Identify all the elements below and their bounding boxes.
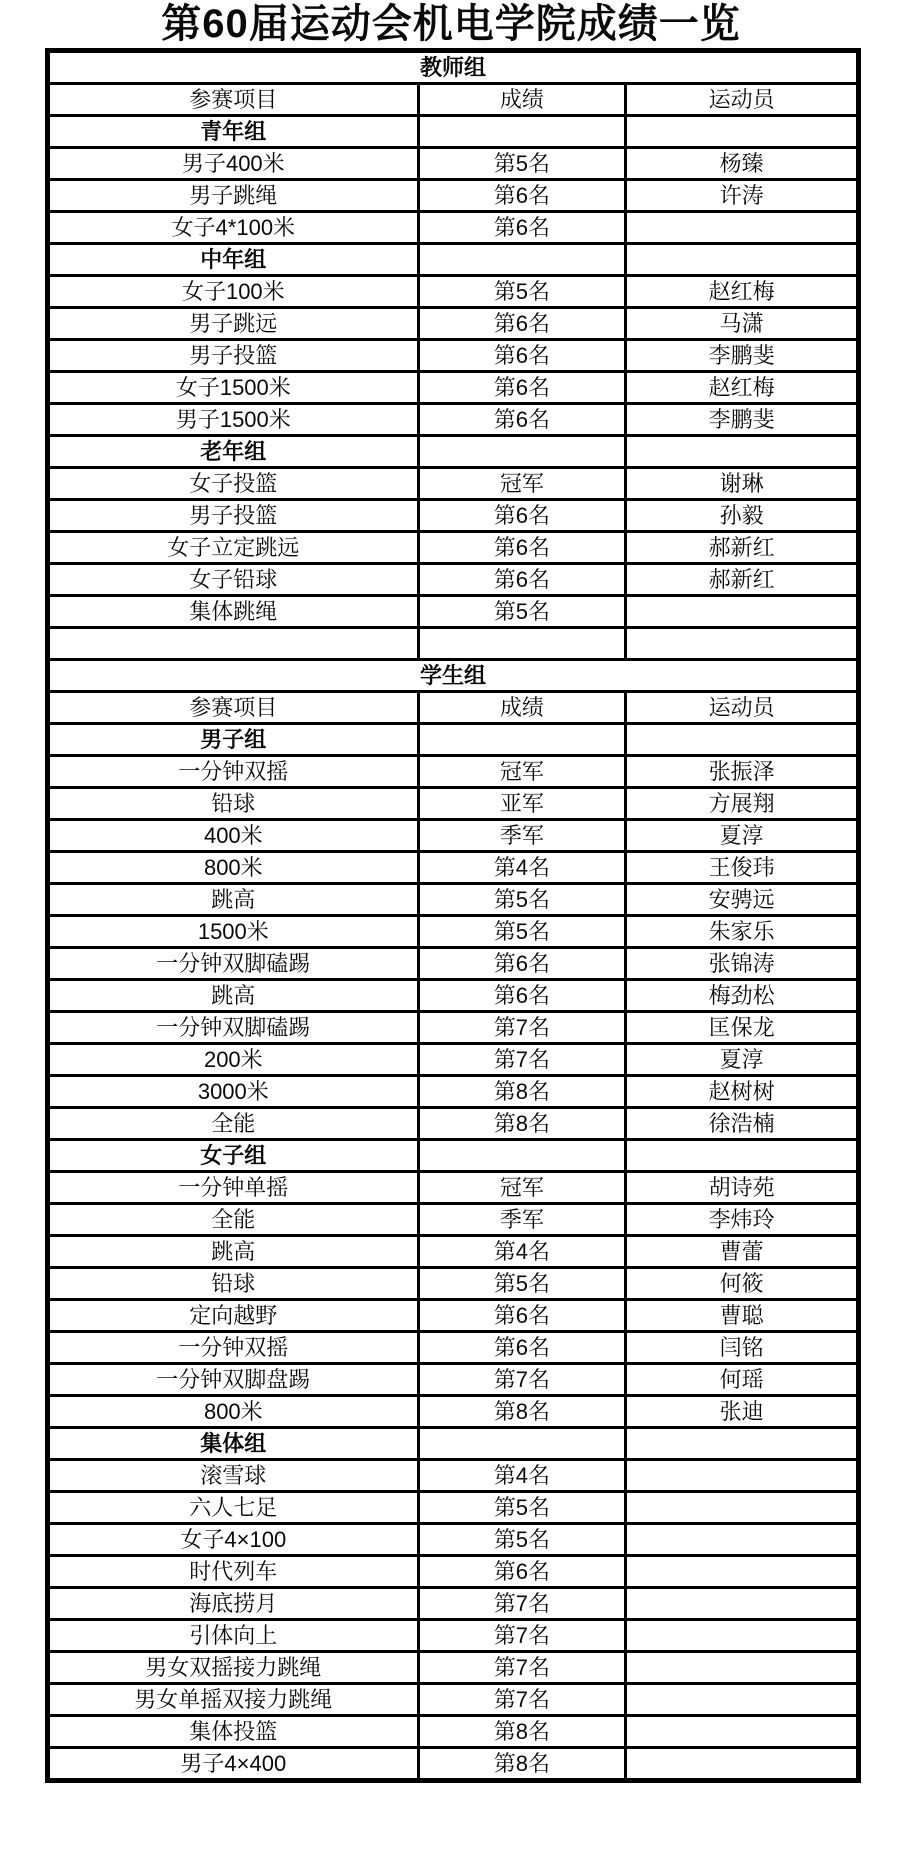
result-cell: 冠军 xyxy=(418,1172,626,1204)
data-row xyxy=(48,1044,859,1076)
athlete-cell: 安骋远 xyxy=(626,884,859,916)
athlete-cell xyxy=(626,1492,859,1524)
data-row xyxy=(48,820,859,852)
event-cell: 200米 xyxy=(48,1044,419,1076)
result-cell: 第6名 xyxy=(418,404,626,436)
athlete-cell xyxy=(626,1652,859,1684)
athlete-cell: 曹蕾 xyxy=(626,1236,859,1268)
athlete-cell xyxy=(626,212,859,244)
athlete-cell: 王俊玮 xyxy=(626,852,859,884)
result-cell: 第5名 xyxy=(418,596,626,628)
athlete-cell: 谢琳 xyxy=(626,468,859,500)
result-cell: 第5名 xyxy=(418,1524,626,1556)
group-label-cell: 女子组 xyxy=(48,1140,419,1172)
event-column-header: 参赛项目 xyxy=(48,692,419,724)
athlete-cell xyxy=(626,1556,859,1588)
event-cell: 滚雪球 xyxy=(48,1460,419,1492)
athlete-cell xyxy=(626,1748,859,1781)
column-header-row xyxy=(48,692,859,724)
athlete-cell xyxy=(626,628,859,660)
result-cell: 第6名 xyxy=(418,948,626,980)
result-cell xyxy=(418,724,626,756)
section-row xyxy=(48,660,859,692)
athlete-column-header: 运动员 xyxy=(626,84,859,116)
event-cell: 铅球 xyxy=(48,788,419,820)
data-row xyxy=(48,1332,859,1364)
event-cell: 全能 xyxy=(48,1108,419,1140)
data-row xyxy=(48,916,859,948)
result-cell: 第8名 xyxy=(418,1108,626,1140)
event-cell: 一分钟双脚磕踢 xyxy=(48,1012,419,1044)
data-row xyxy=(48,948,859,980)
empty-row xyxy=(48,628,859,660)
event-cell: 六人七足 xyxy=(48,1492,419,1524)
athlete-cell xyxy=(626,436,859,468)
athlete-cell: 匡保龙 xyxy=(626,1012,859,1044)
result-cell: 季军 xyxy=(418,820,626,852)
results-table xyxy=(45,48,861,1783)
data-row xyxy=(48,340,859,372)
data-row xyxy=(48,564,859,596)
result-cell: 冠军 xyxy=(418,756,626,788)
athlete-cell: 孙毅 xyxy=(626,500,859,532)
athlete-cell xyxy=(626,1428,859,1460)
event-cell: 全能 xyxy=(48,1204,419,1236)
event-cell: 集体跳绳 xyxy=(48,596,419,628)
result-cell: 第8名 xyxy=(418,1748,626,1781)
result-cell: 第6名 xyxy=(418,564,626,596)
athlete-cell xyxy=(626,1588,859,1620)
data-row xyxy=(48,372,859,404)
athlete-cell xyxy=(626,1716,859,1748)
event-cell: 跳高 xyxy=(48,980,419,1012)
data-row xyxy=(48,884,859,916)
section-title: 教师组 xyxy=(48,51,859,84)
data-row xyxy=(48,1716,859,1748)
event-cell: 女子投篮 xyxy=(48,468,419,500)
result-cell: 第5名 xyxy=(418,884,626,916)
event-cell: 800米 xyxy=(48,852,419,884)
result-cell: 第6名 xyxy=(418,532,626,564)
event-cell: 一分钟双脚盘踢 xyxy=(48,1364,419,1396)
athlete-cell: 李鹏斐 xyxy=(626,404,859,436)
athlete-cell: 李鹏斐 xyxy=(626,340,859,372)
event-cell: 引体向上 xyxy=(48,1620,419,1652)
data-row xyxy=(48,468,859,500)
result-cell: 第7名 xyxy=(418,1620,626,1652)
result-cell: 第7名 xyxy=(418,1652,626,1684)
event-cell: 一分钟双脚磕踢 xyxy=(48,948,419,980)
athlete-cell xyxy=(626,1140,859,1172)
result-cell: 冠军 xyxy=(418,468,626,500)
result-cell: 第4名 xyxy=(418,1236,626,1268)
results-table-body xyxy=(48,51,859,1781)
athlete-cell: 张迪 xyxy=(626,1396,859,1428)
athlete-cell xyxy=(626,1620,859,1652)
event-cell: 集体投篮 xyxy=(48,1716,419,1748)
group-row xyxy=(48,724,859,756)
data-row xyxy=(48,1396,859,1428)
athlete-cell: 张振泽 xyxy=(626,756,859,788)
result-cell: 第6名 xyxy=(418,980,626,1012)
result-cell xyxy=(418,628,626,660)
athlete-cell: 张锦涛 xyxy=(626,948,859,980)
event-cell xyxy=(48,628,419,660)
event-cell: 男子1500米 xyxy=(48,404,419,436)
result-cell: 亚军 xyxy=(418,788,626,820)
group-row xyxy=(48,1140,859,1172)
data-row xyxy=(48,1492,859,1524)
data-row xyxy=(48,276,859,308)
result-cell xyxy=(418,1140,626,1172)
athlete-cell: 赵树树 xyxy=(626,1076,859,1108)
data-row xyxy=(48,1012,859,1044)
athlete-cell: 梅劲松 xyxy=(626,980,859,1012)
data-row xyxy=(48,1684,859,1716)
athlete-cell: 何瑶 xyxy=(626,1364,859,1396)
event-cell: 女子4×100 xyxy=(48,1524,419,1556)
athlete-cell: 杨臻 xyxy=(626,148,859,180)
data-row xyxy=(48,852,859,884)
group-label-cell: 男子组 xyxy=(48,724,419,756)
event-cell: 女子立定跳远 xyxy=(48,532,419,564)
athlete-cell: 马潇 xyxy=(626,308,859,340)
data-row xyxy=(48,756,859,788)
event-cell: 一分钟单摇 xyxy=(48,1172,419,1204)
event-cell: 一分钟双摇 xyxy=(48,1332,419,1364)
data-row xyxy=(48,532,859,564)
group-label-cell: 老年组 xyxy=(48,436,419,468)
result-cell: 第6名 xyxy=(418,1332,626,1364)
result-cell: 第5名 xyxy=(418,916,626,948)
result-column-header: 成绩 xyxy=(418,692,626,724)
athlete-cell: 胡诗苑 xyxy=(626,1172,859,1204)
data-row xyxy=(48,212,859,244)
data-row xyxy=(48,980,859,1012)
result-cell: 第5名 xyxy=(418,1492,626,1524)
athlete-cell: 郝新红 xyxy=(626,564,859,596)
athlete-column-header: 运动员 xyxy=(626,692,859,724)
athlete-cell xyxy=(626,1684,859,1716)
athlete-cell: 许涛 xyxy=(626,180,859,212)
group-label-cell: 中年组 xyxy=(48,244,419,276)
result-cell: 第7名 xyxy=(418,1684,626,1716)
result-cell: 第6名 xyxy=(418,372,626,404)
athlete-cell xyxy=(626,724,859,756)
result-cell: 第6名 xyxy=(418,212,626,244)
result-cell: 第7名 xyxy=(418,1364,626,1396)
result-cell: 第5名 xyxy=(418,148,626,180)
section-row xyxy=(48,51,859,84)
athlete-cell: 李炜玲 xyxy=(626,1204,859,1236)
data-row xyxy=(48,1108,859,1140)
page-title: 第60届运动会机电学院成绩一览 xyxy=(161,2,741,46)
data-row xyxy=(48,1460,859,1492)
athlete-cell xyxy=(626,244,859,276)
data-row xyxy=(48,308,859,340)
data-row xyxy=(48,1236,859,1268)
athlete-cell xyxy=(626,1524,859,1556)
data-row xyxy=(48,1620,859,1652)
event-cell: 时代列车 xyxy=(48,1556,419,1588)
group-row xyxy=(48,116,859,148)
result-cell: 第4名 xyxy=(418,852,626,884)
data-row xyxy=(48,1588,859,1620)
event-cell: 400米 xyxy=(48,820,419,852)
data-row xyxy=(48,1556,859,1588)
athlete-cell: 夏淳 xyxy=(626,1044,859,1076)
result-cell xyxy=(418,244,626,276)
result-column-header: 成绩 xyxy=(418,84,626,116)
athlete-cell: 徐浩楠 xyxy=(626,1108,859,1140)
athlete-cell xyxy=(626,1460,859,1492)
section-title: 学生组 xyxy=(48,660,859,692)
event-cell: 男子投篮 xyxy=(48,340,419,372)
result-cell: 第5名 xyxy=(418,276,626,308)
data-row xyxy=(48,1076,859,1108)
data-row xyxy=(48,1172,859,1204)
result-cell: 第6名 xyxy=(418,1556,626,1588)
event-cell: 女子4*100米 xyxy=(48,212,419,244)
event-cell: 定向越野 xyxy=(48,1300,419,1332)
data-row xyxy=(48,404,859,436)
result-cell xyxy=(418,436,626,468)
result-cell: 第5名 xyxy=(418,1268,626,1300)
event-cell: 男子4×400 xyxy=(48,1748,419,1781)
data-row xyxy=(48,148,859,180)
data-row xyxy=(48,1204,859,1236)
athlete-cell: 闫铭 xyxy=(626,1332,859,1364)
event-cell: 男子投篮 xyxy=(48,500,419,532)
result-cell: 第8名 xyxy=(418,1716,626,1748)
result-cell: 第6名 xyxy=(418,308,626,340)
event-cell: 跳高 xyxy=(48,1236,419,1268)
data-row xyxy=(48,500,859,532)
data-row xyxy=(48,1652,859,1684)
group-row xyxy=(48,244,859,276)
group-label-cell: 青年组 xyxy=(48,116,419,148)
event-cell: 女子铅球 xyxy=(48,564,419,596)
event-cell: 800米 xyxy=(48,1396,419,1428)
result-cell: 第7名 xyxy=(418,1044,626,1076)
event-cell: 一分钟双摇 xyxy=(48,756,419,788)
result-cell xyxy=(418,1428,626,1460)
group-row xyxy=(48,436,859,468)
group-row xyxy=(48,1428,859,1460)
event-cell: 跳高 xyxy=(48,884,419,916)
data-row xyxy=(48,1524,859,1556)
event-cell: 3000米 xyxy=(48,1076,419,1108)
event-cell: 男子跳绳 xyxy=(48,180,419,212)
result-cell: 第8名 xyxy=(418,1396,626,1428)
event-cell: 女子100米 xyxy=(48,276,419,308)
data-row xyxy=(48,1268,859,1300)
athlete-cell: 郝新红 xyxy=(626,532,859,564)
result-cell: 第8名 xyxy=(418,1076,626,1108)
event-cell: 男子400米 xyxy=(48,148,419,180)
data-row xyxy=(48,788,859,820)
athlete-cell: 赵红梅 xyxy=(626,276,859,308)
result-cell: 第4名 xyxy=(418,1460,626,1492)
result-cell: 季军 xyxy=(418,1204,626,1236)
result-cell: 第7名 xyxy=(418,1588,626,1620)
athlete-cell: 方展翔 xyxy=(626,788,859,820)
result-cell: 第7名 xyxy=(418,1012,626,1044)
result-cell xyxy=(418,116,626,148)
event-cell: 男女单摇双接力跳绳 xyxy=(48,1684,419,1716)
column-header-row xyxy=(48,84,859,116)
result-cell: 第6名 xyxy=(418,1300,626,1332)
data-row xyxy=(48,1300,859,1332)
athlete-cell: 夏淳 xyxy=(626,820,859,852)
event-cell: 1500米 xyxy=(48,916,419,948)
athlete-cell xyxy=(626,116,859,148)
event-cell: 铅球 xyxy=(48,1268,419,1300)
event-cell: 海底捞月 xyxy=(48,1588,419,1620)
event-cell: 男子跳远 xyxy=(48,308,419,340)
group-label-cell: 集体组 xyxy=(48,1428,419,1460)
data-row xyxy=(48,1748,859,1781)
athlete-cell xyxy=(626,596,859,628)
athlete-cell: 朱家乐 xyxy=(626,916,859,948)
athlete-cell: 何筱 xyxy=(626,1268,859,1300)
result-cell: 第6名 xyxy=(418,500,626,532)
result-cell: 第6名 xyxy=(418,180,626,212)
event-cell: 女子1500米 xyxy=(48,372,419,404)
event-column-header: 参赛项目 xyxy=(48,84,419,116)
event-cell: 男女双摇接力跳绳 xyxy=(48,1652,419,1684)
athlete-cell: 赵红梅 xyxy=(626,372,859,404)
data-row xyxy=(48,596,859,628)
data-row xyxy=(48,1364,859,1396)
result-cell: 第6名 xyxy=(418,340,626,372)
athlete-cell: 曹聪 xyxy=(626,1300,859,1332)
data-row xyxy=(48,180,859,212)
